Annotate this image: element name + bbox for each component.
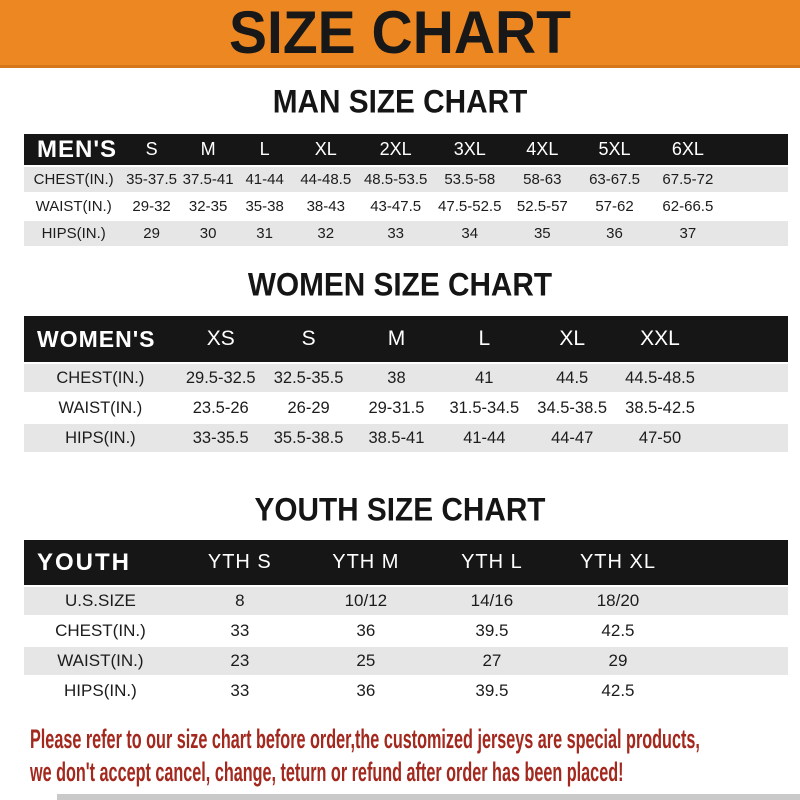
column-header: L <box>440 316 528 363</box>
size-cell: 44-47 <box>528 423 616 452</box>
size-cell: 43-47.5 <box>359 193 433 220</box>
size-cell: 62-66.5 <box>651 193 724 220</box>
column-header: 5XL <box>578 134 651 166</box>
size-cell: 67.5-72 <box>651 166 724 193</box>
size-cell: 32.5-35.5 <box>265 363 353 393</box>
size-cell: 38.5-41 <box>353 423 441 452</box>
size-cell: 14/16 <box>429 586 555 616</box>
row-spacer <box>681 676 788 705</box>
column-header: XS <box>177 316 265 363</box>
table-row <box>24 393 788 423</box>
size-cell: 34 <box>433 220 507 246</box>
size-cell: 58-63 <box>507 166 578 193</box>
table-title: MEN'S <box>24 134 123 166</box>
size-cell: 32 <box>293 220 359 246</box>
bottom-edge-strip <box>57 794 800 800</box>
size-cell: 44.5 <box>528 363 616 393</box>
column-header: 6XL <box>651 134 724 166</box>
size-cell: 41-44 <box>236 166 293 193</box>
banner-title: SIZE CHART <box>229 0 571 67</box>
size-cell: 53.5-58 <box>433 166 507 193</box>
size-cell: 26-29 <box>265 393 353 423</box>
footer-line <box>30 723 800 756</box>
row-spacer <box>704 423 788 452</box>
men-size-table <box>24 134 788 246</box>
table-header-row <box>24 540 788 586</box>
size-cell: 35-37.5 <box>123 166 180 193</box>
size-cell: 23.5-26 <box>177 393 265 423</box>
column-header: S <box>265 316 353 363</box>
size-cell: 41 <box>440 363 528 393</box>
size-cell: 63-67.5 <box>578 166 651 193</box>
size-cell: 57-62 <box>578 193 651 220</box>
size-cell: 44.5-48.5 <box>616 363 704 393</box>
table-row <box>24 220 788 246</box>
table-header-row <box>24 316 788 363</box>
size-cell: 48.5-53.5 <box>359 166 433 193</box>
column-header: XL <box>528 316 616 363</box>
row-spacer <box>681 646 788 676</box>
size-chart-banner <box>0 0 800 68</box>
table-row <box>24 363 788 393</box>
column-header: S <box>123 134 180 166</box>
size-cell: 47-50 <box>616 423 704 452</box>
women-section-heading: WOMEN SIZE CHART <box>247 265 553 304</box>
size-cell: 39.5 <box>429 616 555 646</box>
footer-line-1: Please refer to our size chart before order,the customized jerseys are special products, <box>30 724 700 754</box>
header-spacer <box>681 540 788 586</box>
size-cell: 29-32 <box>123 193 180 220</box>
row-spacer <box>725 220 788 246</box>
size-cell: 34.5-38.5 <box>528 393 616 423</box>
youth-section-heading: YOUTH SIZE CHART <box>254 490 546 529</box>
size-cell: 32-35 <box>180 193 237 220</box>
size-cell: 36 <box>578 220 651 246</box>
size-cell: 29-31.5 <box>353 393 441 423</box>
size-cell: 23 <box>177 646 303 676</box>
column-header: M <box>353 316 441 363</box>
table-title: YOUTH <box>24 540 177 586</box>
size-cell: 37 <box>651 220 724 246</box>
column-header: XXL <box>616 316 704 363</box>
row-label: HIPS(IN.) <box>24 676 177 705</box>
row-label: U.S.SIZE <box>24 586 177 616</box>
size-cell: 29 <box>123 220 180 246</box>
size-cell: 18/20 <box>555 586 681 616</box>
size-cell: 36 <box>303 616 429 646</box>
table-row <box>24 423 788 452</box>
size-cell: 25 <box>303 646 429 676</box>
row-label: WAIST(IN.) <box>24 193 123 220</box>
size-cell: 35 <box>507 220 578 246</box>
row-spacer <box>704 393 788 423</box>
size-cell: 35.5-38.5 <box>265 423 353 452</box>
size-cell: 38-43 <box>293 193 359 220</box>
size-cell: 42.5 <box>555 676 681 705</box>
footer-line <box>30 756 800 789</box>
table-row <box>24 676 788 705</box>
size-cell: 44-48.5 <box>293 166 359 193</box>
size-cell: 27 <box>429 646 555 676</box>
row-spacer <box>681 616 788 646</box>
row-spacer <box>725 166 788 193</box>
column-header: XL <box>293 134 359 166</box>
table-title: WOMEN'S <box>24 316 177 363</box>
row-label: WAIST(IN.) <box>24 646 177 676</box>
size-cell: 33 <box>359 220 433 246</box>
women-size-table <box>24 316 788 452</box>
header-spacer <box>704 316 788 363</box>
column-header: M <box>180 134 237 166</box>
size-cell: 31 <box>236 220 293 246</box>
row-label: WAIST(IN.) <box>24 393 177 423</box>
size-cell: 41-44 <box>440 423 528 452</box>
size-cell: 36 <box>303 676 429 705</box>
column-header: YTH L <box>429 540 555 586</box>
row-label: CHEST(IN.) <box>24 616 177 646</box>
row-label: HIPS(IN.) <box>24 423 177 452</box>
row-label: CHEST(IN.) <box>24 363 177 393</box>
footer-note <box>0 723 800 789</box>
size-cell: 42.5 <box>555 616 681 646</box>
size-cell: 47.5-52.5 <box>433 193 507 220</box>
size-cell: 29 <box>555 646 681 676</box>
size-cell: 30 <box>180 220 237 246</box>
size-cell: 33 <box>177 616 303 646</box>
column-header: YTH S <box>177 540 303 586</box>
row-spacer <box>704 363 788 393</box>
footer-line-2: we don't accept cancel, change, teturn or refund after order has been placed! <box>30 757 624 787</box>
table-row <box>24 646 788 676</box>
size-cell: 10/12 <box>303 586 429 616</box>
header-spacer <box>725 134 788 166</box>
table-row <box>24 586 788 616</box>
size-cell: 29.5-32.5 <box>177 363 265 393</box>
size-cell: 52.5-57 <box>507 193 578 220</box>
size-cell: 33-35.5 <box>177 423 265 452</box>
column-header: YTH M <box>303 540 429 586</box>
row-label: CHEST(IN.) <box>24 166 123 193</box>
size-cell: 35-38 <box>236 193 293 220</box>
size-cell: 39.5 <box>429 676 555 705</box>
size-cell: 37.5-41 <box>180 166 237 193</box>
column-header: L <box>236 134 293 166</box>
row-label: HIPS(IN.) <box>24 220 123 246</box>
table-row <box>24 616 788 646</box>
man-section-heading: MAN SIZE CHART <box>272 82 528 121</box>
youth-size-table <box>24 540 788 705</box>
column-header: 2XL <box>359 134 433 166</box>
size-cell: 8 <box>177 586 303 616</box>
size-cell: 31.5-34.5 <box>440 393 528 423</box>
row-spacer <box>681 586 788 616</box>
size-cell: 38 <box>353 363 441 393</box>
column-header: 3XL <box>433 134 507 166</box>
column-header: 4XL <box>507 134 578 166</box>
row-spacer <box>725 193 788 220</box>
column-header: YTH XL <box>555 540 681 586</box>
size-cell: 33 <box>177 676 303 705</box>
table-header-row <box>24 134 788 166</box>
table-row <box>24 166 788 193</box>
size-cell: 38.5-42.5 <box>616 393 704 423</box>
table-row <box>24 193 788 220</box>
